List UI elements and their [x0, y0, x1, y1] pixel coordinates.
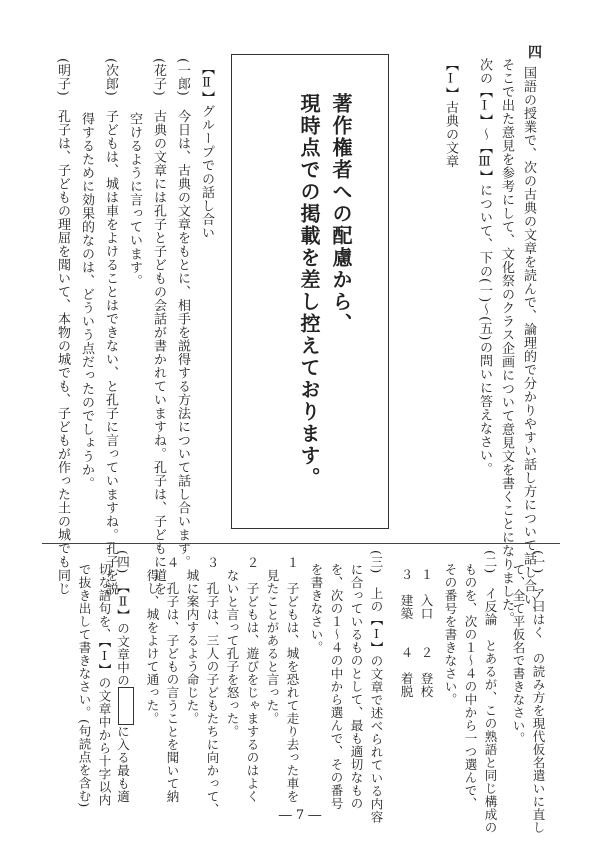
q3-option-1a: １ 子どもは、城を恐れて走り去った車を — [285, 556, 300, 803]
dialogue-line-4: (次郎) 子どもは、城は車をよけることはできない、と孔子に言っていますね。孔子を説 — [103, 58, 118, 596]
question-number: 四 — [528, 45, 542, 61]
q2-line-2: ものを、次の１～４の中から一つ選んで、 — [463, 550, 478, 810]
q4-line-1 — [113, 550, 135, 803]
copyright-notice-line-1: 著作権者への配慮から、 — [329, 93, 353, 335]
q4-line-3: で抜き出して書きなさい。(句読点を含む) — [77, 550, 92, 808]
copyright-box — [231, 54, 389, 529]
copyright-notice-line-2: 現時点での掲載を差し控えております。 — [297, 93, 321, 489]
q3-line-1: (三) 上の【Ⅰ】の文章で述べられている内容 — [369, 550, 384, 824]
q2-option-row-2: ３ 建築 ４ 着脱 — [399, 568, 414, 698]
q4-text-b: に入る最も適 — [115, 725, 131, 804]
q2-line-3: その番号を書きなさい。 — [443, 550, 458, 706]
dialogue-line-5: 得するために効果的なのは、どういう点だったのでしょうか。 — [79, 58, 94, 490]
dialogue-line-2: (花子) 古典の文章には孔子と子どもの会話が書かれていますね。孔子は、子どもに道を — [151, 58, 166, 596]
section2-label: 【Ⅱ】グループでの話し合い — [199, 62, 214, 240]
q3-option-2a: ２ 子どもは、遊びをじゃまするのはよく — [245, 556, 260, 803]
q3-option-4a: ４ 孔子は、子どもの言うことを聞いて納 — [165, 556, 180, 803]
q3-option-3a: ３ 孔子は、三人の子どもたちに向かって、 — [205, 556, 220, 816]
intro-line-3: 次の【Ⅰ】～【Ⅲ】について、下の(一)～(五)の問いに答えなさい。 — [477, 58, 492, 476]
intro-line-2: そこで出た意見を参考にして、文化祭のクラス企画について意見文を書くことになりました。 — [499, 58, 514, 625]
q2-option-row-1: １ 入口 ２ 登校 — [419, 568, 434, 698]
q3-option-4b: 得し、城をよけて通った。 — [145, 556, 160, 725]
q3-option-3b: 城に案内するよう命じた。 — [185, 556, 200, 725]
q2-line-1: (二) イ反論 とあるが、この熟語と同じ構成の — [483, 550, 498, 834]
intro-line-1: 国語の授業で、次の古典の文章を読んで、論理的で分かりやすい話し方について話し合い、 — [521, 66, 536, 620]
section-divider — [42, 543, 560, 544]
q3-option-2b: ないと言って孔子を怒った。 — [225, 556, 240, 738]
q4-text-a: (四) 【Ⅱ】の文章中の — [115, 550, 131, 688]
dialogue-line-1: (一郎) 今日は、古典の文章をもとに、相手を説得する方法について話し合います。 — [175, 58, 190, 569]
q3-option-1b: 見たことがあると言った。 — [265, 556, 280, 725]
dialogue-line-6: (明子) 孔子は、子どもの理屈を聞いて、本物の城でも、子どもが作った土の城でも同じ — [55, 58, 70, 596]
q3-line-4: を書きなさい。 — [309, 550, 324, 654]
q3-line-3: を、次の１～４の中から選んで、その番号 — [329, 550, 344, 810]
page-number: ― 7 ― — [278, 808, 322, 823]
q3-line-2: に合っているものとして、最も適切なもの — [349, 550, 364, 810]
q4-line-2: 切な語句を、【Ⅰ】の文章中から十字以内 — [97, 550, 112, 807]
q1-line-1: (一) ア曰はく の読み方を現代仮名遣いに直し — [531, 550, 546, 834]
q1-line-2: て、全て平仮名で書きなさい。 — [511, 550, 526, 745]
answer-blank — [118, 687, 134, 725]
section1-label: 【Ⅰ】古典の文章 — [443, 58, 458, 168]
dialogue-line-3: 空けるように言っています。 — [127, 58, 142, 288]
